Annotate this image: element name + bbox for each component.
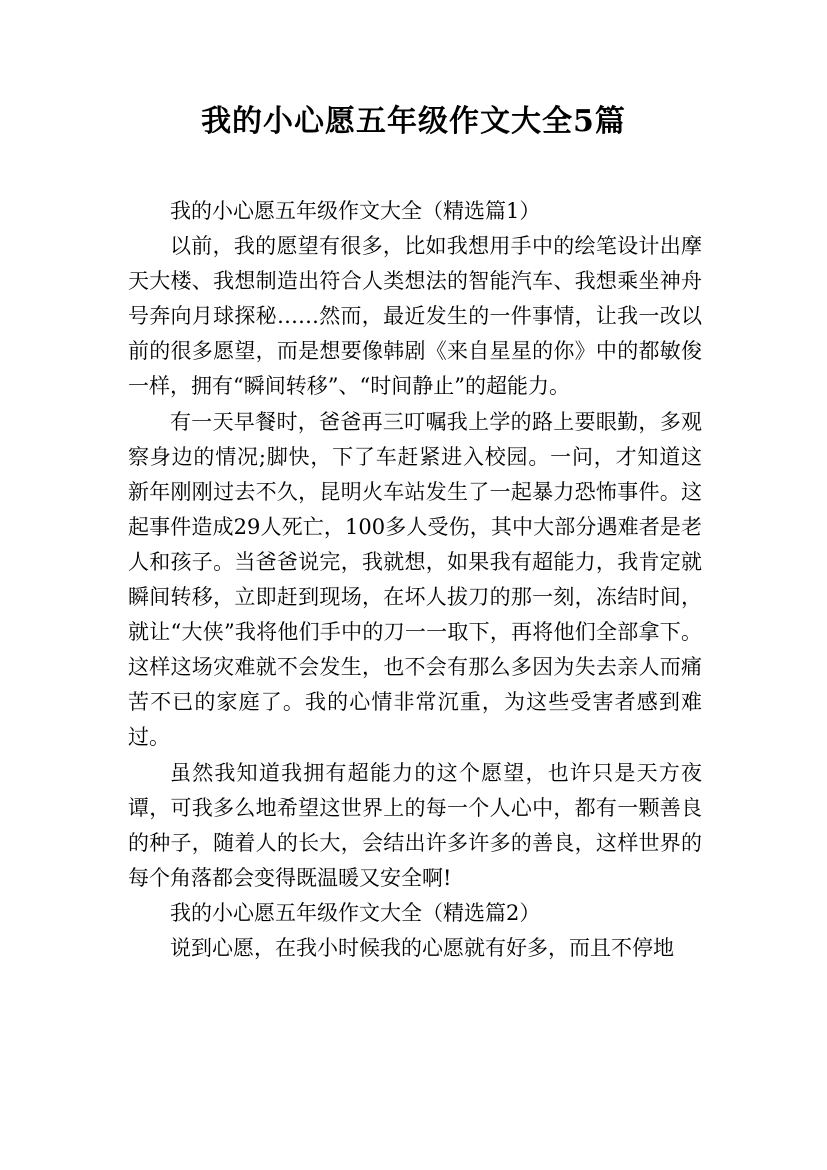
section-heading-1: 我的小心愿五年级作文大全（精选篇1） (170, 199, 541, 223)
section-heading-2: 我的小心愿五年级作文大全（精选篇2） (170, 900, 541, 925)
paragraph-4: 说到心愿，在我小时候我的心愿就有好多，而且不停地 (170, 935, 674, 960)
paragraph-1: 以前，我的愿望有很多，比如我想用手中的绘笔设计出摩天大楼、我想制造出符合人类想法的智能汽车、我想乘坐神舟号奔向月球探秘……然而，最近发生的一件事情，让我一改以前的很多愿望，而是想要像韩剧《来自星星的你》中的都敏俊一样，拥有“瞬间转移”、“时间静止”的超能力。 (128, 234, 702, 399)
document-body (128, 194, 702, 966)
paragraph-3: 虽然我知道我拥有超能力的这个愿望，也许只是天方夜谭，可我多么地希望这世界上的每一个人心中，都有一颗善良的种子，随着人的长大，会结出许多许多的善良，这样世界的每个角落都会变得既温暖又安全啊! (128, 760, 702, 890)
document-title: 我的小心愿五年级作文大全5篇 (201, 104, 626, 139)
paragraph-2: 有一天早餐时，爸爸再三叮嘱我上学的路上要眼勤，多观察身边的情况;脚快，下了车赶紧进入校园。一问，才知道这新年刚刚过去不久，昆明火车站发生了一起暴力恐怖事件。这起事件造成29人死亡，100多人受伤，其中大部分遇难者是老人和孩子。当爸爸说完，我就想，如果我有超能力，我肯定就瞬间转移，立即赶到现场，在坏人拔刀的那一刻，冻结时间，就让“大侠”我将他们手中的刀一一取下，再将他们全部拿下。这样这场灾难就不会发生，也不会有那么多因为失去亲人而痛苦不已的家庭了。我的心情非常沉重，为这些受害者感到难过。 (128, 409, 702, 750)
